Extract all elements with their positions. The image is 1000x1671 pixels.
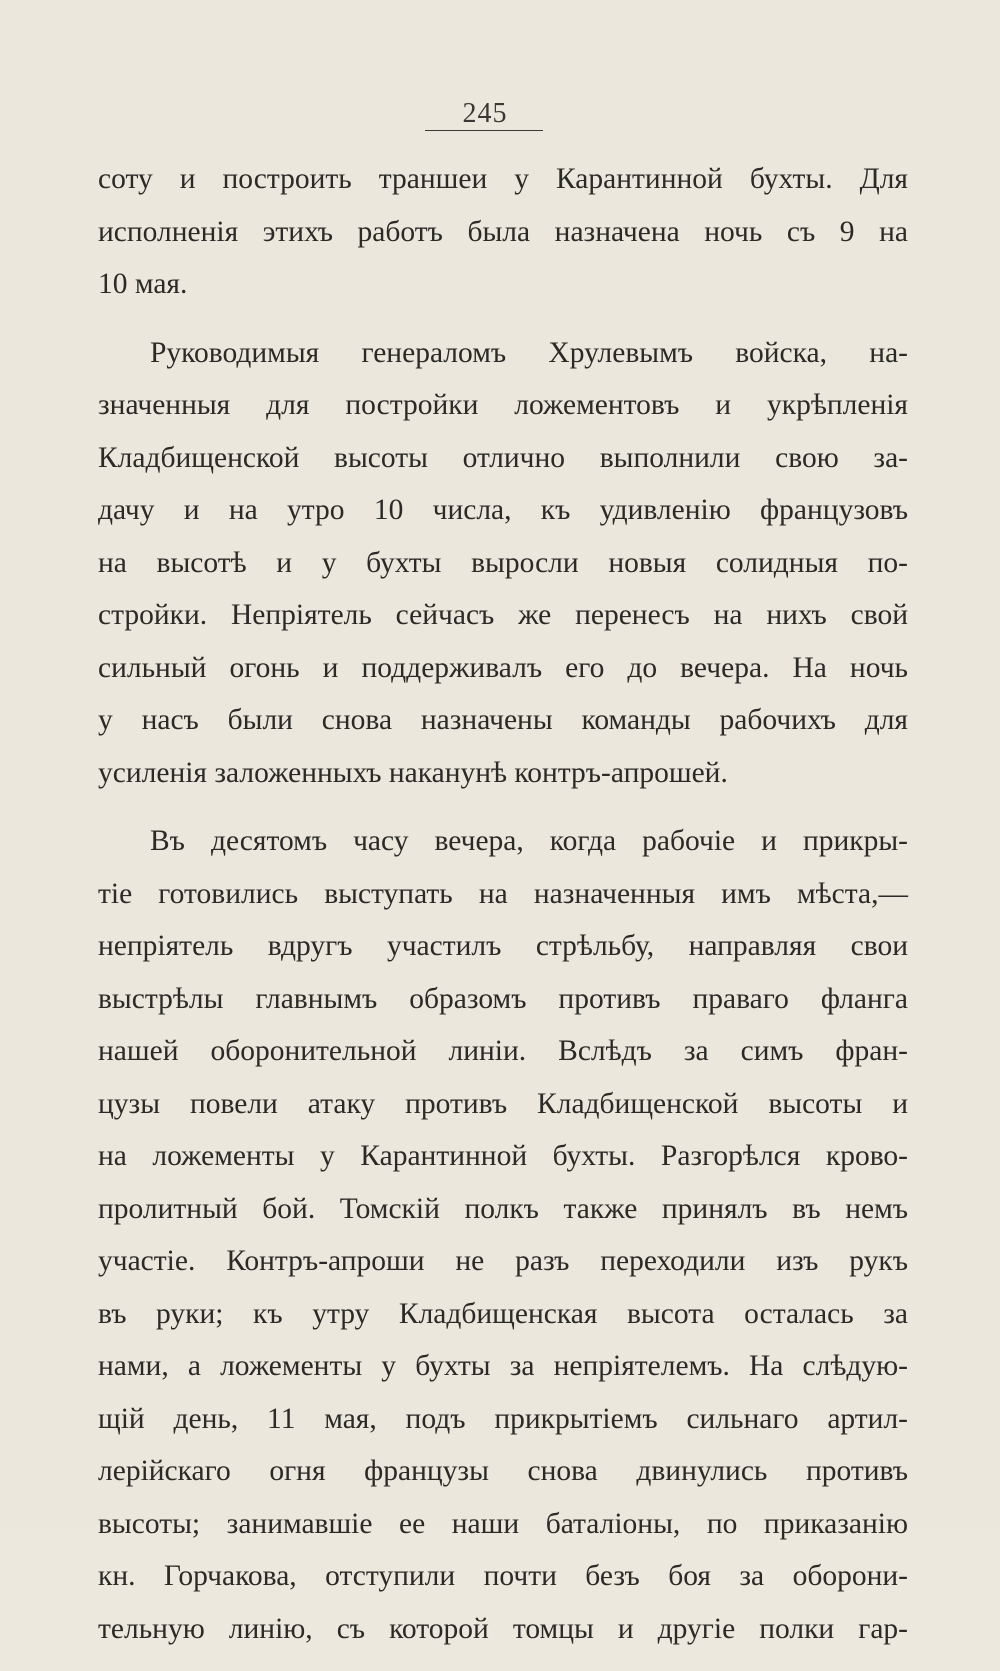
text-line: пролитный бой. Томскій полкъ также принялъ въ немъ xyxy=(98,1192,908,1225)
text-line: нашей оборонительной линіи. Вслѣдъ за симъ фран- xyxy=(98,1035,908,1067)
page-number: 245 xyxy=(462,98,508,129)
text-line: значенныя для постройки ложементовъ и укрѣпленія xyxy=(98,389,908,421)
text-line: высоты; занимавшіе ее наши баталіоны, по приказанію xyxy=(98,1507,908,1540)
paragraph-1 xyxy=(98,153,908,311)
paragraph-2 xyxy=(98,327,908,800)
text-line: кн. Горчакова, отступили почти безъ боя за оборони- xyxy=(98,1560,908,1592)
paragraph-3 xyxy=(98,815,908,1655)
text-line: исполненія этихъ работъ была назначена ночь съ 9 на xyxy=(98,215,908,248)
text-line: Въ десятомъ часу вечера, когда рабочіе и прикры- xyxy=(150,825,908,857)
page-number-container xyxy=(425,98,545,130)
text-line: щій день, 11 мая, подъ прикрытіемъ сильнаго артил- xyxy=(98,1402,908,1435)
text-line: тіе готовились выступать на назначенныя имъ мѣста,— xyxy=(98,877,908,910)
text-line: выстрѣлы главнымъ образомъ противъ праваго фланга xyxy=(98,982,908,1015)
body-text xyxy=(98,153,908,1671)
text-line: у насъ были снова назначены команды рабочихъ для xyxy=(98,704,908,736)
text-line: на ложементы у Карантинной бухты. Разгорѣлся крово- xyxy=(98,1140,908,1172)
text-line: сильный огонь и поддерживалъ его до вечера. На ночь xyxy=(98,651,908,684)
text-line: дачу и на утро 10 числа, къ удивленію французовъ xyxy=(98,494,908,526)
text-line: стройки. Непріятель сейчасъ же перенесъ на нихъ свой xyxy=(98,599,908,631)
text-line: соту и построить траншеи у Карантинной бухты. Для xyxy=(98,163,908,195)
text-line: усиленія заложенныхъ наканунѣ контръ-апрошей. xyxy=(98,756,728,789)
text-line: участіе. Контръ-апроши не разъ переходили изъ рукъ xyxy=(98,1245,908,1277)
text-line: непріятель вдругъ участилъ стрѣльбу, направляя свои xyxy=(98,930,908,962)
text-line: въ руки; къ утру Кладбищенская высота осталась за xyxy=(98,1297,908,1330)
text-line: Руководимыя генераломъ Хрулевымъ войска, на- xyxy=(150,336,908,369)
page-number-rule xyxy=(425,130,543,131)
text-line: цузы повели атаку противъ Кладбищенской высоты и xyxy=(98,1087,908,1120)
text-line: на высотѣ и у бухты выросли новыя солидныя по- xyxy=(98,546,908,579)
text-line: тельную линію, съ которой томцы и другіе полки гар- xyxy=(98,1612,908,1645)
text-line: лерійскаго огня французы снова двинулись противъ xyxy=(98,1455,908,1487)
text-line: Кладбищенской высоты отлично выполнили свою за- xyxy=(98,441,908,474)
text-line: 10 мая. xyxy=(98,268,188,300)
text-line: нами, а ложементы у бухты за непріятелемъ. На слѣдую- xyxy=(98,1350,908,1382)
